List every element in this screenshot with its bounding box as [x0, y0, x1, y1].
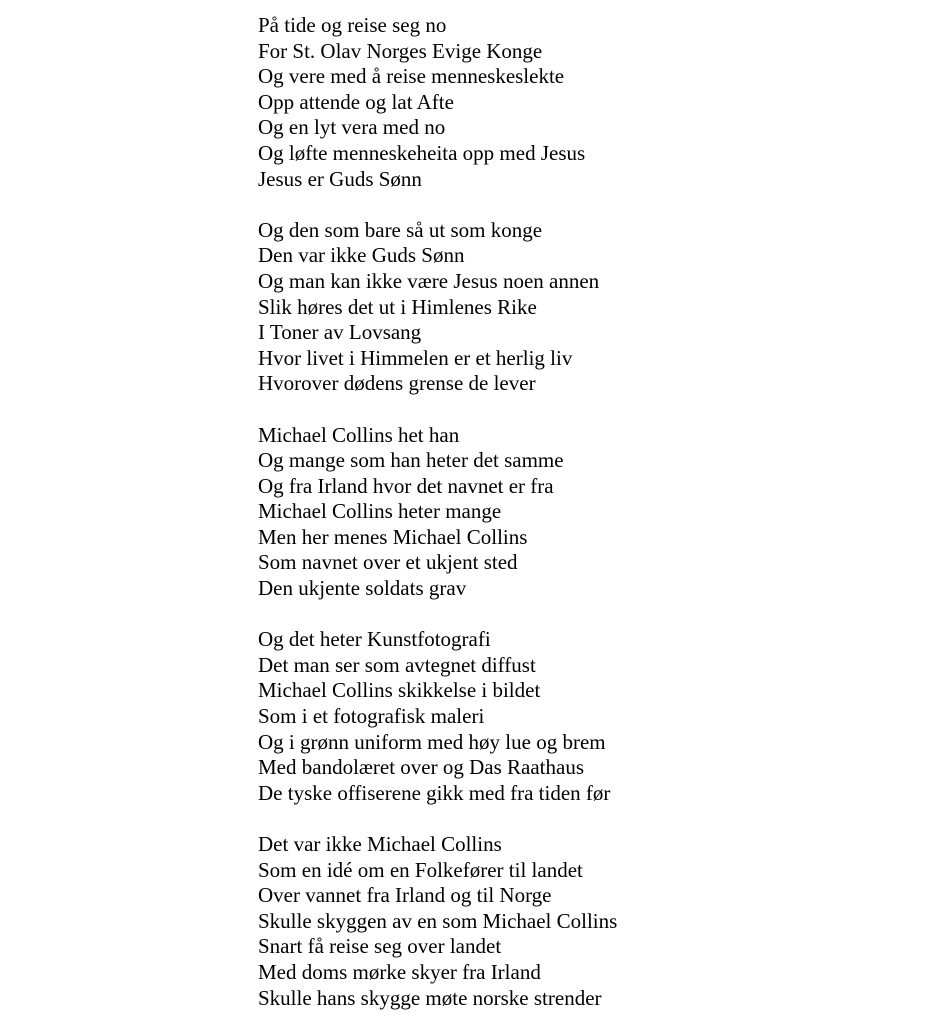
poem-text	[258, 13, 898, 1011]
poem-line: Jesus er Guds Sønn	[258, 166, 422, 191]
poem-line: Hvor livet i Himmelen er et herlig liv	[258, 345, 573, 370]
poem-line: Og fra Irland hvor det navnet er fra	[258, 473, 554, 498]
stanza-5	[258, 832, 898, 1011]
poem-line: Det man ser som avtegnet diffust	[258, 652, 536, 677]
poem-line: Over vannet fra Irland og til Norge	[258, 883, 552, 908]
poem-line: Opp attende og lat Afte	[258, 89, 454, 114]
poem-line: Michael Collins het han	[258, 422, 460, 447]
poem-line: Skulle hans skygge møte norske strender	[258, 985, 602, 1010]
poem-line: Som navnet over et ukjent sted	[258, 550, 518, 575]
poem-line: De tyske offiserene gikk med fra tiden før	[258, 780, 611, 805]
poem-line: Michael Collins skikkelse i bildet	[258, 678, 541, 703]
poem-line: Og vere med å reise menneskeslekte	[258, 64, 565, 89]
stanza-4	[258, 627, 898, 806]
poem-line: Michael Collins heter mange	[258, 499, 502, 524]
poem-line: I Toner av Lovsang	[258, 320, 422, 345]
poem-line: Og det heter Kunstfotografi	[258, 627, 491, 652]
stanza-3	[258, 423, 898, 602]
poem-line: Som i et fotografisk maleri	[258, 704, 485, 729]
poem-line: Den ukjente soldats grav	[258, 576, 467, 601]
poem-line: Det var ikke Michael Collins	[258, 832, 502, 856]
poem-line: Og man kan ikke være Jesus noen annen	[258, 268, 600, 293]
poem-line: Men her menes Michael Collins	[258, 524, 528, 549]
poem-line: Skulle skyggen av en som Michael Collins	[258, 908, 618, 933]
poem-line: Den var ikke Guds Sønn	[258, 243, 465, 268]
poem-line: Og løfte menneskeheita opp med Jesus	[258, 140, 586, 165]
poem-line: Og en lyt vera med no	[258, 115, 446, 140]
stanza-2	[258, 218, 898, 397]
poem-line: Og i grønn uniform med høy lue og brem	[258, 729, 606, 754]
poem-line: Og den som bare så ut som konge	[258, 217, 543, 242]
poem-line: Med doms mørke skyer fra Irland	[258, 959, 541, 984]
poem-line: Med bandolæret over og Das Raathaus	[258, 755, 585, 780]
poem-line: Snart få reise seg over landet	[258, 934, 502, 959]
stanza-1	[258, 13, 898, 192]
poem-line: Slik høres det ut i Himlenes Rike	[258, 294, 537, 319]
poem-line: Hvorover dødens grense de lever	[258, 371, 536, 396]
poem-line: Som en idé om en Folkefører til landet	[258, 857, 583, 882]
poem-line: For St. Olav Norges Evige Konge	[258, 38, 543, 63]
poem-line: På tide og reise seg no	[258, 13, 447, 37]
poem-line: Og mange som han heter det samme	[258, 448, 564, 473]
